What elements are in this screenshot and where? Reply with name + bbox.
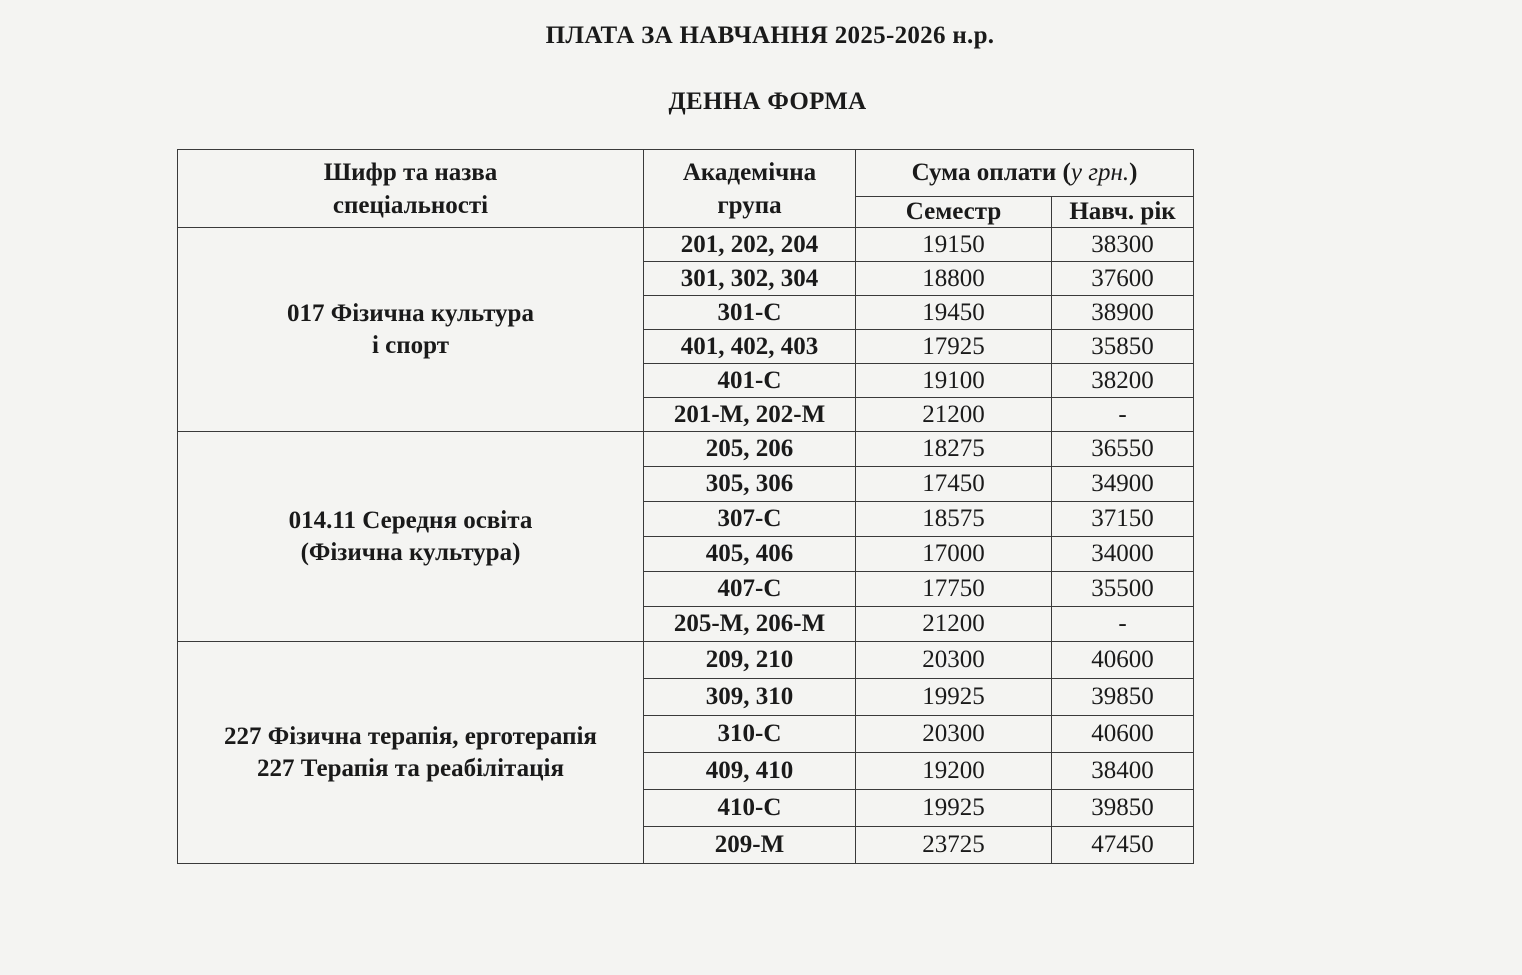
- semester-fee-cell: 18800: [856, 262, 1052, 296]
- semester-fee-cell: 17450: [856, 467, 1052, 502]
- year-fee-cell: -: [1052, 607, 1194, 642]
- table-row: [178, 432, 1194, 467]
- header-semester: Семестр: [856, 197, 1052, 228]
- semester-fee-cell: 21200: [856, 607, 1052, 642]
- semester-fee-cell: 18275: [856, 432, 1052, 467]
- group-cell: 405, 406: [644, 537, 856, 572]
- year-fee-cell: 37150: [1052, 502, 1194, 537]
- semester-fee-cell: 19925: [856, 679, 1052, 716]
- header-payment-unit: у грн.: [1070, 159, 1130, 186]
- group-cell: 410-С: [644, 790, 856, 827]
- specialty-name-line2: 227 Терапія та реабілітація: [257, 754, 564, 782]
- year-fee-cell: 47450: [1052, 827, 1194, 864]
- year-fee-cell: -: [1052, 398, 1194, 432]
- table-row: [178, 228, 1194, 262]
- year-fee-cell: 36550: [1052, 432, 1194, 467]
- year-fee-cell: 35500: [1052, 572, 1194, 607]
- year-fee-cell: 35850: [1052, 330, 1194, 364]
- header-payment-prefix: Сума оплати (: [911, 159, 1071, 186]
- group-cell: 209-М: [644, 827, 856, 864]
- specialty-name-line1: 017 Фізична культура: [287, 299, 534, 327]
- group-cell: 307-С: [644, 502, 856, 537]
- semester-fee-cell: 17925: [856, 330, 1052, 364]
- year-fee-cell: 38300: [1052, 228, 1194, 262]
- year-fee-cell: 38400: [1052, 753, 1194, 790]
- tuition-fee-table: [177, 149, 1194, 864]
- specialty-cell: [178, 642, 644, 864]
- semester-fee-cell: 19925: [856, 790, 1052, 827]
- specialty-cell: [178, 228, 644, 432]
- semester-fee-cell: 17000: [856, 537, 1052, 572]
- semester-fee-cell: 19150: [856, 228, 1052, 262]
- year-fee-cell: 39850: [1052, 790, 1194, 827]
- specialty-name-line1: 227 Фізична терапія, ерготерапія: [224, 722, 597, 750]
- semester-fee-cell: 19200: [856, 753, 1052, 790]
- group-cell: 401, 402, 403: [644, 330, 856, 364]
- group-cell: 201, 202, 204: [644, 228, 856, 262]
- header-payment: [856, 150, 1194, 197]
- header-payment-suffix: ): [1129, 159, 1138, 186]
- document-title: ПЛАТА ЗА НАВЧАННЯ 2025-2026 н.р.: [545, 22, 995, 49]
- group-cell: 301-С: [644, 296, 856, 330]
- document-subtitle: ДЕННА ФОРМА: [668, 88, 867, 115]
- group-cell: 309, 310: [644, 679, 856, 716]
- table-row: [178, 642, 1194, 679]
- year-fee-cell: 34000: [1052, 537, 1194, 572]
- header-group: Академічна група: [644, 150, 856, 228]
- semester-fee-cell: 18575: [856, 502, 1052, 537]
- semester-fee-cell: 17750: [856, 572, 1052, 607]
- specialty-name-line1: 014.11 Середня освіта: [288, 506, 533, 534]
- semester-fee-cell: 19450: [856, 296, 1052, 330]
- year-fee-cell: 40600: [1052, 642, 1194, 679]
- specialty-name-line2: (Фізична культура): [300, 538, 521, 566]
- group-cell: 201-М, 202-М: [644, 398, 856, 432]
- group-cell: 205, 206: [644, 432, 856, 467]
- header-specialty: Шифр та назва спеціальності: [178, 150, 644, 228]
- year-fee-cell: 38900: [1052, 296, 1194, 330]
- group-cell: 409, 410: [644, 753, 856, 790]
- group-cell: 209, 210: [644, 642, 856, 679]
- year-fee-cell: 39850: [1052, 679, 1194, 716]
- semester-fee-cell: 23725: [856, 827, 1052, 864]
- specialty-cell: [178, 432, 644, 642]
- year-fee-cell: 34900: [1052, 467, 1194, 502]
- group-cell: 407-С: [644, 572, 856, 607]
- header-year: Навч. рік: [1052, 197, 1194, 228]
- semester-fee-cell: 19100: [856, 364, 1052, 398]
- semester-fee-cell: 21200: [856, 398, 1052, 432]
- year-fee-cell: 38200: [1052, 364, 1194, 398]
- year-fee-cell: 40600: [1052, 716, 1194, 753]
- group-cell: 301, 302, 304: [644, 262, 856, 296]
- semester-fee-cell: 20300: [856, 716, 1052, 753]
- specialty-name-line2: і спорт: [371, 331, 450, 359]
- group-cell: 401-С: [644, 364, 856, 398]
- semester-fee-cell: 20300: [856, 642, 1052, 679]
- group-cell: 205-М, 206-М: [644, 607, 856, 642]
- group-cell: 310-С: [644, 716, 856, 753]
- year-fee-cell: 37600: [1052, 262, 1194, 296]
- group-cell: 305, 306: [644, 467, 856, 502]
